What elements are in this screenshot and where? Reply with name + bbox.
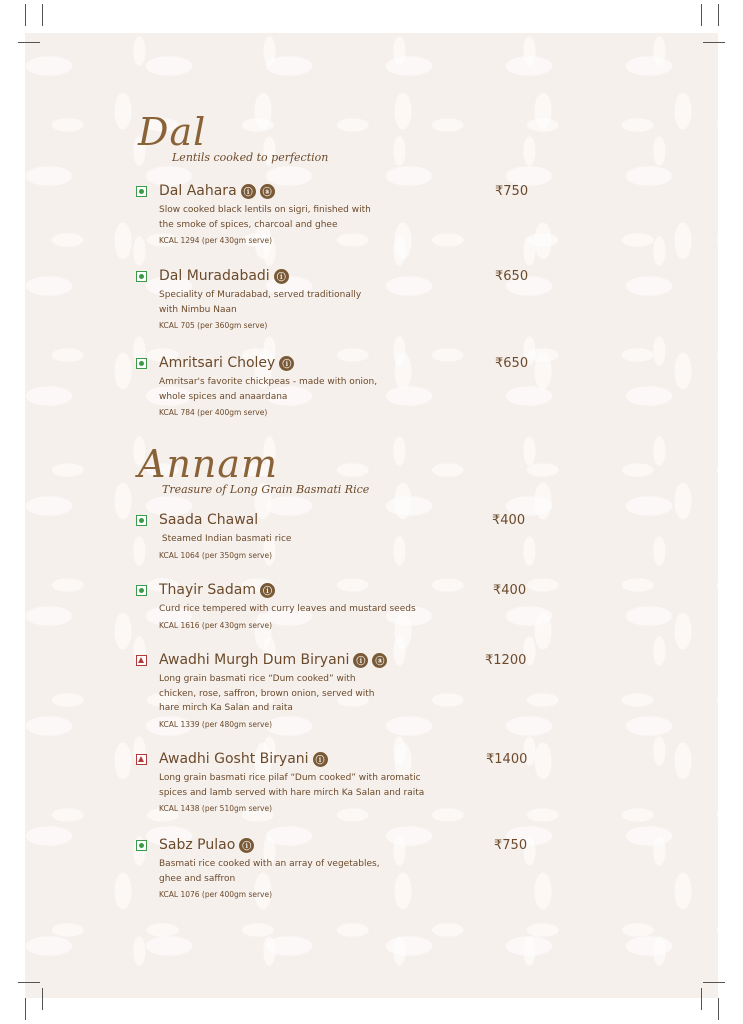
info-icon: ⓘ xyxy=(279,356,294,371)
crop-mark xyxy=(18,982,40,983)
item-price: ₹750 xyxy=(494,838,528,853)
crop-mark xyxy=(25,998,26,1020)
item-name: Thayir Sadam xyxy=(159,582,256,598)
item-description: Amritsar's favorite chickpeas - made with onion, whole spices and anaardana KCAL 784 (per 400gm serve) xyxy=(159,375,449,421)
info-icon: ⓘ xyxy=(260,583,275,598)
section-title: Dal xyxy=(138,110,207,154)
crop-mark xyxy=(718,998,719,1020)
item-price: ₹650 xyxy=(495,356,529,371)
item-kcal: KCAL 705 (per 360gm serve) xyxy=(159,321,268,330)
allergen-icon: ⓐ xyxy=(260,184,275,199)
veg-icon xyxy=(136,840,147,851)
veg-icon xyxy=(136,515,147,526)
item-price: ₹400 xyxy=(492,513,526,528)
item-name-row xyxy=(159,837,254,853)
item-description: Speciality of Muradabad, served traditionally with Nimbu Naan KCAL 705 (per 360gm serve) xyxy=(159,288,449,334)
item-price: ₹1400 xyxy=(486,752,528,767)
item-name: Sabz Pulao xyxy=(159,837,236,853)
item-name-row xyxy=(159,355,294,371)
item-kcal: KCAL 1438 (per 510gm serve) xyxy=(159,804,273,813)
info-icon: ⓘ xyxy=(239,838,254,853)
item-name-row xyxy=(159,652,387,668)
info-icon: ⓘ xyxy=(313,752,328,767)
item-price: ₹750 xyxy=(495,184,529,199)
item-kcal: KCAL 1076 (per 400gm serve) xyxy=(159,890,273,899)
crop-mark xyxy=(42,988,43,1010)
section-header-annam xyxy=(138,442,370,496)
veg-icon xyxy=(136,271,147,282)
veg-icon xyxy=(136,585,147,596)
non-veg-icon xyxy=(136,655,147,666)
section-title: Annam xyxy=(138,442,279,486)
veg-icon xyxy=(136,358,147,369)
item-kcal: KCAL 1064 (per 350gm serve) xyxy=(159,550,273,560)
item-description: Long grain basmati rice pilaf “Dum cooked” with aromatic spices and lamb served with hare mirch Ka Salan and raita KCAL 1438 (per 510gm serve) xyxy=(159,771,459,817)
non-veg-icon xyxy=(136,754,147,765)
item-description: Slow cooked black lentils on sigri, finished with the smoke of spices, charcoal and ghee KCAL 1294 (per 430gm serve) xyxy=(159,203,449,249)
allergen-icon: ⓐ xyxy=(372,653,387,668)
item-name: Dal Muradabadi xyxy=(159,268,270,284)
info-icon: ⓘ xyxy=(274,269,289,284)
crop-mark xyxy=(42,4,43,26)
item-name: Dal Aahara xyxy=(159,183,237,199)
item-description: Curd rice tempered with curry leaves and mustard seeds KCAL 1616 (per 430gm serve) xyxy=(159,602,459,633)
item-price: ₹1200 xyxy=(485,653,527,668)
crop-mark xyxy=(701,4,702,26)
item-name: Awadhi Murgh Dum Biryani xyxy=(159,652,350,668)
section-subtitle: Treasure of Long Grain Basmati Rice xyxy=(162,483,370,496)
crop-mark xyxy=(703,982,725,983)
item-price: ₹400 xyxy=(493,583,527,598)
item-description: Basmati rice cooked with an array of vegetables, ghee and saffron KCAL 1076 (per 400gm serve) xyxy=(159,857,449,903)
item-name: Saada Chawal xyxy=(159,512,259,528)
crop-mark xyxy=(18,42,40,43)
item-description: Steamed Indian basmati rice KCAL 1064 (per 350gm serve) xyxy=(159,532,449,563)
item-kcal: KCAL 1294 (per 430gm serve) xyxy=(159,236,273,245)
crop-mark xyxy=(25,4,26,26)
item-name-row xyxy=(159,268,289,284)
crop-mark xyxy=(718,4,719,26)
item-name: Amritsari Choley xyxy=(159,355,276,371)
info-icon: ⓘ xyxy=(241,184,256,199)
section-header-dal xyxy=(138,110,329,164)
item-kcal: KCAL 784 (per 400gm serve) xyxy=(159,408,268,417)
section-subtitle: Lentils cooked to perfection xyxy=(172,151,329,164)
item-kcal: KCAL 1616 (per 430gm serve) xyxy=(159,620,273,630)
item-name: Awadhi Gosht Biryani xyxy=(159,751,309,767)
crop-mark xyxy=(703,42,725,43)
item-name-row xyxy=(159,582,275,598)
item-name-row xyxy=(159,512,258,528)
menu-page xyxy=(25,33,718,998)
item-name-row xyxy=(159,183,275,199)
item-price: ₹650 xyxy=(495,269,529,284)
info-icon: ⓘ xyxy=(353,653,368,668)
item-description: Long grain basmati rice “Dum cooked” with chicken, rose, saffron, brown onion, served with hare mirch Ka Salan and raita KCAL 1339 (per 480gm serve) xyxy=(159,672,449,732)
crop-mark xyxy=(701,988,702,1010)
veg-icon xyxy=(136,186,147,197)
item-name-row xyxy=(159,751,328,767)
item-kcal: KCAL 1339 (per 480gm serve) xyxy=(159,719,273,729)
